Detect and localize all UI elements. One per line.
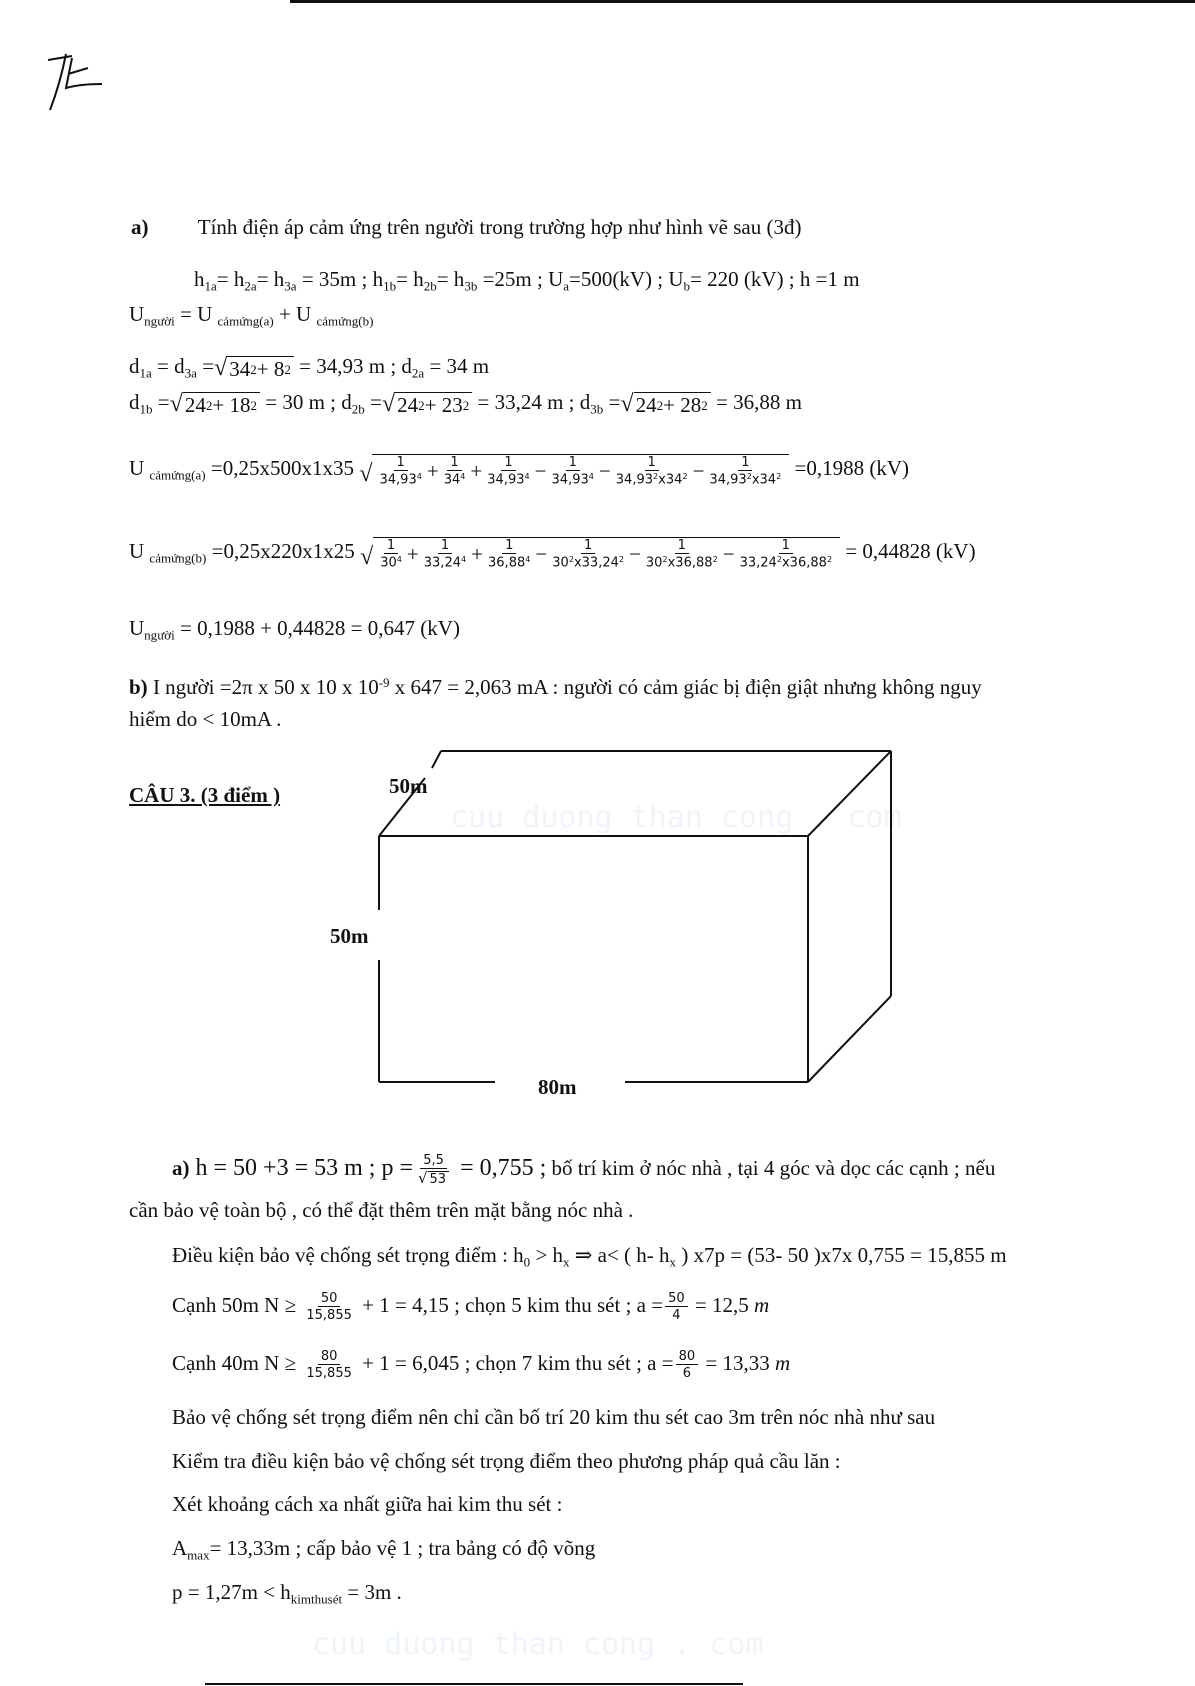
subscript: 3a	[284, 278, 297, 294]
text-run: 15,855	[306, 1308, 352, 1324]
text-run: −	[629, 541, 641, 566]
text-run: −	[534, 458, 547, 483]
text-run: p = 1,27m < h	[172, 1580, 291, 1604]
text-run: U	[129, 456, 150, 481]
subscript: 1a	[139, 365, 152, 381]
text-run: x34	[751, 472, 777, 488]
text-run: 15,855	[306, 1366, 352, 1382]
text-run: 5,5	[423, 1153, 444, 1168]
text-run: 1	[505, 538, 514, 553]
italic-unit: m	[753, 1292, 770, 1317]
numerator	[676, 1350, 699, 1365]
superscript: 2	[776, 555, 782, 565]
bottom-right-edge	[808, 996, 891, 1082]
edge-40-calculation	[172, 1350, 790, 1380]
text-run: −	[535, 541, 548, 566]
subscript: max	[187, 1547, 210, 1563]
denominator	[415, 1169, 452, 1186]
text-run: =	[364, 390, 382, 414]
text-run: =	[196, 354, 215, 378]
bold-label: a)	[172, 1155, 190, 1180]
text-run: + U	[273, 302, 317, 326]
distance-text	[172, 1494, 562, 1515]
denominator	[303, 1365, 355, 1380]
text-run: 1	[741, 455, 750, 470]
text-run: 1	[677, 538, 686, 553]
text-run: 36,88	[488, 555, 526, 571]
superscript: 4	[460, 472, 466, 482]
superscript: 2	[250, 397, 257, 413]
text-run: 33,24	[423, 555, 462, 571]
subscript: cảmứng(b)	[149, 550, 207, 566]
question-3a-line-2	[129, 1200, 633, 1221]
text-run: = 0,1988 + 0,44828 = 0,647 (kV)	[174, 616, 460, 640]
radical-sign-icon: √	[381, 390, 396, 418]
superscript: 2	[826, 555, 833, 565]
text-run: +	[426, 458, 439, 483]
text-run: 80	[678, 1349, 696, 1364]
superscript: 2	[712, 555, 718, 565]
bold-label: b)	[129, 675, 148, 700]
text-run: = 220 (kV) ; h =1 m	[690, 267, 860, 291]
radical-sign-icon: √	[417, 1169, 428, 1188]
square-root	[418, 1171, 449, 1186]
superscript: -9	[378, 675, 390, 690]
text-run: = d	[151, 354, 185, 378]
superscript: 4	[396, 555, 402, 565]
text-run: −	[598, 458, 611, 483]
subscript: 0	[523, 1254, 531, 1270]
text-run: 24	[635, 392, 657, 417]
question-a-title: Tính điện áp cảm ứng trên người trong trường hợp như hình vẽ sau (3đ)	[197, 215, 802, 239]
subscript: a	[563, 278, 570, 294]
text-run: = 35m ; h	[296, 267, 384, 291]
superscript: 2	[656, 397, 664, 413]
superscript: 2	[776, 472, 782, 482]
text-run: =	[603, 390, 621, 414]
subscript: b	[683, 278, 691, 294]
text-run: 34	[229, 356, 251, 381]
radical-sign-icon: √	[620, 390, 634, 418]
text-run: h = 50 +3 = 53 m ; p =	[189, 1154, 413, 1181]
denominator	[669, 1307, 683, 1322]
text-run: 24	[184, 392, 206, 417]
subscript: cảmứng(b)	[316, 313, 374, 329]
text-run: cần bảo vệ toàn bộ , có thể đặt thêm trên mặt bằng nóc nhà .	[129, 1198, 634, 1222]
text-run: = 0,755 ;	[454, 1154, 547, 1181]
text-run: = 34,93 m ; d	[293, 354, 412, 378]
text-run: 1	[386, 538, 396, 553]
text-run: = 3m .	[342, 1580, 402, 1604]
denominator	[680, 1365, 694, 1380]
depth-label: 50m	[389, 774, 428, 798]
subscript: 2b	[351, 401, 365, 417]
text-run: 30	[552, 555, 569, 571]
subscript: 2b	[423, 278, 437, 294]
text-run: 1	[396, 455, 405, 470]
superscript: 2	[746, 472, 752, 482]
superscript: 2	[568, 555, 574, 565]
subscript: 2a	[244, 278, 257, 294]
subscript: cảmứng(a)	[149, 467, 206, 483]
text-run: =	[152, 390, 170, 414]
subscript: cảmứng(a)	[217, 313, 274, 329]
numerator	[420, 1154, 447, 1169]
watermark: cuu duong than cong . com	[450, 800, 902, 835]
text-run: 34,93	[709, 472, 747, 488]
text-run: 1	[568, 455, 577, 470]
superscript: 2	[205, 397, 213, 413]
text-run: 4	[672, 1308, 681, 1324]
text-run: =0,25x500x1x35	[205, 456, 360, 481]
superscript: 2	[462, 397, 470, 413]
text-run: = 13,33	[700, 1350, 775, 1375]
text-run: + 28	[663, 392, 702, 417]
denominator	[303, 1307, 355, 1322]
text-run: = 13,33m ; cấp bảo vệ 1 ; tra bảng có độ võng	[209, 1536, 596, 1560]
text-run: ) x7p = (53- 50 )x7x 0,755 = 15,855 m	[676, 1243, 1007, 1267]
text-run: 34	[443, 472, 461, 488]
subscript: 1b	[139, 401, 153, 417]
italic-unit: m	[774, 1350, 791, 1375]
subscript: kimthusét	[290, 1591, 343, 1607]
radical-sign-icon: √	[359, 543, 374, 571]
text-run: = 12,5	[689, 1292, 754, 1317]
superscript: 2	[284, 361, 291, 377]
text-run: + 23	[424, 392, 463, 417]
text-run: 50	[668, 1291, 685, 1306]
superscript: 2	[662, 555, 668, 565]
text-run: = U	[174, 302, 218, 326]
text-run: =25m ; U	[477, 267, 564, 291]
width-label: 80m	[538, 1075, 577, 1099]
text-run: Cạnh 40m N ≥	[172, 1350, 302, 1375]
text-run: = 36,88 m	[710, 390, 802, 414]
superscript: 2	[250, 361, 257, 377]
text-run: hiểm do < 10mA .	[129, 707, 282, 731]
text-run: Bảo vệ chống sét trọng điểm nên chỉ cần bố trí 20 kim thu sét cao 3m trên nóc nhà như sau	[172, 1405, 936, 1429]
numerator	[318, 1350, 341, 1365]
height-label: 50m	[330, 924, 369, 948]
text-run: 30	[645, 555, 663, 571]
subscript: người	[144, 627, 175, 643]
text-run: 1	[584, 538, 593, 553]
text-run: +	[470, 458, 483, 483]
superscript: 4	[525, 555, 531, 565]
text-run: 1	[450, 455, 459, 470]
text-run: 34,93	[615, 472, 654, 488]
text-run: = h	[436, 267, 465, 291]
text-run: + 18	[212, 392, 251, 417]
text-run: 30	[380, 555, 397, 571]
fraction	[303, 1292, 355, 1322]
subscript: 3a	[184, 365, 197, 381]
superscript: 2	[418, 397, 425, 413]
text-run: = 33,24 m ; d	[472, 390, 591, 414]
text-run: Kiểm tra điều kiện bảo vệ chống sét trọng điểm theo phương pháp quả cầu lăn :	[172, 1449, 841, 1473]
text-run: Cạnh 50m N ≥	[172, 1292, 302, 1317]
superscript: 2	[653, 472, 659, 482]
text-run: = h	[216, 267, 245, 291]
superscript: 2	[701, 397, 708, 413]
radical-sign-icon: √	[169, 390, 183, 418]
text-run: 34,93	[551, 472, 589, 488]
text-run: U	[129, 302, 145, 326]
text-run: d	[129, 354, 140, 378]
superscript: 4	[588, 472, 594, 482]
text-run: x33,24	[573, 555, 619, 571]
text-run: 53	[429, 1172, 447, 1188]
text-run: Xét khoảng cách xa nhất giữa hai kim thu sét :	[172, 1492, 563, 1516]
text-run: 50	[320, 1291, 338, 1306]
sag-text	[172, 1582, 402, 1606]
subscript: 3b	[464, 278, 478, 294]
radicand	[428, 1171, 450, 1186]
text-run: 1	[440, 538, 450, 553]
check-text	[172, 1451, 841, 1472]
fraction	[303, 1350, 355, 1380]
text-run: = h	[256, 267, 285, 291]
question-3-heading: CÂU 3. (3 điểm )	[129, 783, 281, 807]
fraction	[665, 1292, 688, 1322]
text-run: 1	[647, 455, 656, 470]
subscript: 3b	[590, 401, 604, 417]
text-run: Điều kiện bảo vệ chống sét trọng điểm : h	[172, 1243, 524, 1267]
text-run: x 647 = 2,063 mA : người có cảm giác bị điện giật nhưng không nguy	[389, 675, 982, 700]
text-run: 80	[320, 1349, 338, 1364]
radical-sign-icon: √	[214, 354, 228, 382]
text-run: =0,25x220x1x25	[206, 539, 360, 564]
numerator	[318, 1292, 341, 1307]
radical-sign-icon: √	[359, 460, 373, 488]
text-run: d	[129, 390, 140, 414]
question-a-label: a)	[131, 215, 149, 239]
subscript: x	[563, 1254, 570, 1270]
subscript: x	[669, 1254, 677, 1270]
bottom-rule	[205, 1683, 743, 1685]
text-run: bố trí kim ở nóc nhà , tại 4 góc và dọc các cạnh ; nếu	[546, 1155, 996, 1180]
text-run: 34,93	[379, 472, 417, 488]
text-run: 1	[504, 455, 513, 470]
superscript: 4	[416, 472, 422, 482]
text-run: = 0,44828 (kV)	[840, 539, 976, 564]
subscript: 1a	[204, 278, 217, 294]
text-run: + 8	[256, 356, 285, 381]
superscript: 4	[524, 472, 530, 482]
text-run: x34	[658, 472, 683, 488]
superscript: 2	[618, 555, 625, 565]
text-run: x36,88	[667, 555, 713, 571]
text-run: = 30 m ; d	[259, 390, 352, 414]
text-run: 34,93	[487, 472, 525, 488]
text-run: U	[129, 539, 150, 564]
text-run: −	[692, 458, 705, 483]
superscript: 4	[461, 555, 467, 565]
subscript: 1b	[383, 278, 397, 294]
text-run: ⇒ a< ( h- h	[569, 1243, 670, 1267]
text-run: −	[722, 541, 735, 566]
text-run: > h	[530, 1243, 564, 1267]
text-run: x36,88	[781, 555, 827, 571]
text-run: 24	[397, 392, 419, 417]
text-run: =500(kV) ; U	[569, 267, 684, 291]
text-run: 6	[682, 1366, 691, 1382]
text-run: A	[172, 1536, 188, 1560]
text-run: h	[194, 267, 205, 291]
text-run: 33,24	[739, 555, 777, 571]
text-run: =0,1988 (kV)	[789, 456, 909, 481]
text-run: + 1 = 4,15 ; chọn 5 kim thu sét ; a =	[356, 1292, 664, 1317]
edge-50-calculation	[172, 1292, 769, 1322]
numerator	[665, 1292, 688, 1307]
text-run: U	[129, 616, 145, 640]
protection-condition	[172, 1245, 1007, 1269]
question-3a-line-1	[172, 1154, 995, 1186]
superscript: 2	[682, 472, 688, 482]
watermark: cuu duong than cong . com	[312, 1627, 764, 1662]
amax-text	[172, 1538, 595, 1562]
fraction	[676, 1350, 699, 1380]
fraction	[415, 1154, 452, 1186]
text-run: 1	[781, 538, 790, 553]
subscript: 2a	[411, 365, 425, 381]
text-run: I người =2π x 50 x 10 x 10	[147, 675, 379, 700]
text-run: = h	[396, 267, 424, 291]
subscript: người	[144, 313, 175, 329]
conclusion-text	[172, 1407, 935, 1428]
text-run: +	[406, 541, 419, 566]
text-run: + 1 = 6,045 ; chọn 7 kim thu sét ; a =	[356, 1350, 674, 1375]
text-run: +	[471, 541, 483, 566]
text-run: = 34 m	[424, 354, 490, 378]
roof-right-edge	[808, 751, 891, 836]
